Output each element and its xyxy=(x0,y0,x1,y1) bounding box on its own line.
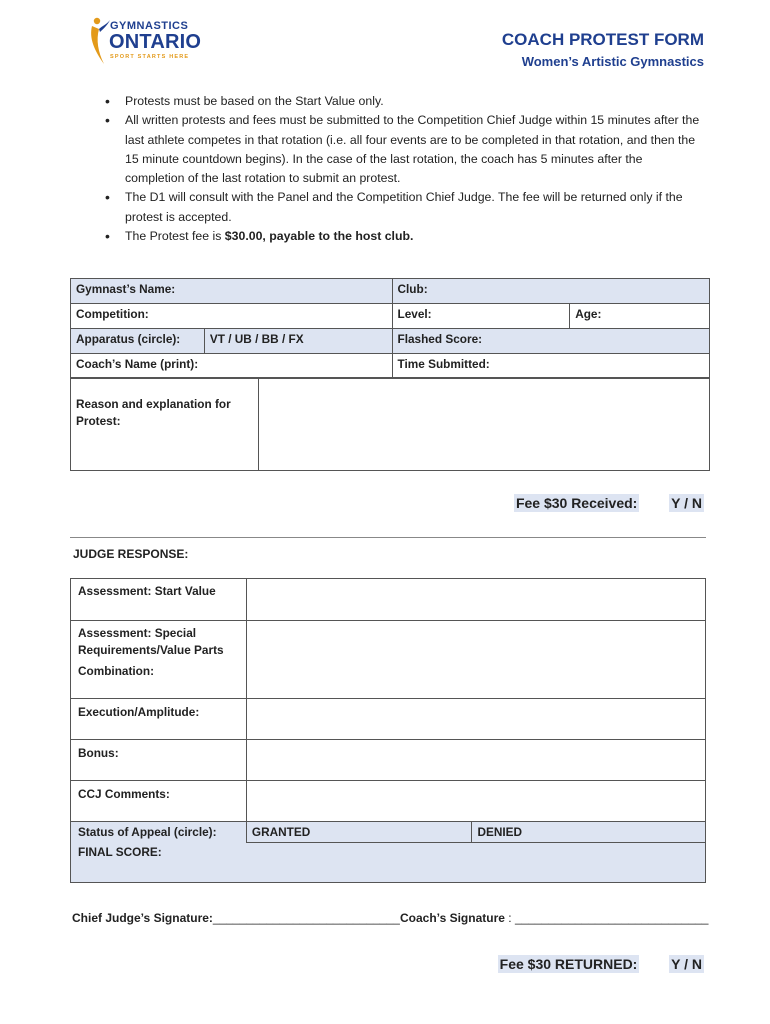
granted-option[interactable]: GRANTED xyxy=(246,822,472,843)
fee-returned-label: Fee $30 RETURNED: xyxy=(499,956,638,972)
coach-name-field[interactable] xyxy=(71,354,393,379)
gymnastics-ontario-logo xyxy=(88,16,208,72)
fee-rule-amount: $30.00, payable to the host club. xyxy=(224,229,414,244)
combination-label: Combination: xyxy=(78,664,155,678)
fee-received xyxy=(514,495,704,511)
logo-line-1: GYMNASTICS xyxy=(110,20,189,32)
status-label: Status of Appeal (circle): xyxy=(71,822,247,843)
fee-returned xyxy=(498,956,704,972)
reason-input[interactable] xyxy=(258,378,709,471)
fee-rule-prefix: The Protest fee is xyxy=(125,229,225,244)
final-score-label: FINAL SCORE: xyxy=(78,845,162,859)
ccj-comments-label: CCJ Comments: xyxy=(71,781,247,822)
gymnast-name-field[interactable] xyxy=(71,279,393,304)
reason-table xyxy=(70,377,710,471)
coach-signature-separator: : xyxy=(504,911,515,925)
fee-returned-choice[interactable]: Y / N xyxy=(671,956,702,972)
start-value-label: Assessment: Start Value xyxy=(71,579,247,621)
rule-item: • Protests must be based on the Start Value only. xyxy=(105,92,705,111)
denied-option[interactable]: DENIED xyxy=(472,822,706,843)
rule-item: • The D1 will consult with the Panel and the Competition Chief Judge. The fee will be returned only if the protest is accepted. xyxy=(105,188,705,227)
page-subtitle: Women’s Artistic Gymnastics xyxy=(521,54,704,69)
rules-list xyxy=(105,92,705,246)
fee-received-label: Fee $30 Received: xyxy=(515,495,638,511)
reason-label: Reason and explanation for Protest: xyxy=(71,378,259,471)
age-label: Age: xyxy=(575,307,602,321)
divider xyxy=(70,537,706,538)
logo-tagline: SPORT STARTS HERE xyxy=(110,54,190,60)
special-requirements-input[interactable] xyxy=(246,621,705,699)
chief-judge-signature[interactable] xyxy=(72,911,400,925)
special-requirements-cell xyxy=(71,621,247,699)
gymnast-name-label: Gymnast’s Name: xyxy=(76,282,176,296)
chief-judge-signature-line: ____________________________ xyxy=(212,911,400,925)
chief-judge-signature-label: Chief Judge’s Signature: xyxy=(72,911,213,925)
execution-label: Execution/Amplitude: xyxy=(71,699,247,740)
level-field[interactable] xyxy=(392,304,570,329)
coach-signature[interactable] xyxy=(400,911,708,925)
execution-input[interactable] xyxy=(246,699,705,740)
club-label: Club: xyxy=(397,282,428,296)
time-submitted-label: Time Submitted: xyxy=(397,357,490,371)
logo-line-2: ONTARIO xyxy=(109,31,202,53)
competition-field[interactable] xyxy=(71,304,393,329)
club-field[interactable] xyxy=(392,279,710,304)
start-value-input[interactable] xyxy=(246,579,705,621)
apparatus-options[interactable]: VT / UB / BB / FX xyxy=(204,329,392,354)
coach-signature-label: Coach’s Signature xyxy=(400,911,505,925)
rule-item-fee xyxy=(105,227,705,246)
judge-response-heading: JUDGE RESPONSE: xyxy=(73,547,189,561)
time-submitted-field[interactable] xyxy=(392,354,710,379)
bonus-label: Bonus: xyxy=(71,740,247,781)
coach-info-table xyxy=(70,278,710,379)
bonus-input[interactable] xyxy=(246,740,705,781)
coach-name-label: Coach’s Name (print): xyxy=(76,357,199,371)
level-label: Level: xyxy=(397,307,432,321)
apparatus-label: Apparatus (circle): xyxy=(71,329,205,354)
flashed-score-label: Flashed Score: xyxy=(397,332,483,346)
age-field[interactable] xyxy=(570,304,710,329)
special-requirements-label: Assessment: Special Requirements/Value Parts xyxy=(78,626,224,657)
final-score-field[interactable] xyxy=(71,843,706,883)
flashed-score-field[interactable] xyxy=(392,329,710,354)
fee-received-choice[interactable]: Y / N xyxy=(671,495,702,511)
rule-item: • All written protests and fees must be submitted to the Competition Chief Judge within 15 minutes after the last athlete competes in that rotation (i.e. all four events are to be completed in that rotation, and then the 15 minute countdown begins). In the case of the last rotation, the coach has 5 minutes after the completion of the last rotation to submit an protest. xyxy=(105,111,705,188)
ccj-comments-input[interactable] xyxy=(246,781,705,822)
coach-signature-line: _____________________________ xyxy=(514,911,709,925)
competition-label: Competition: xyxy=(76,307,149,321)
judge-response-table xyxy=(70,578,706,883)
page-title: COACH PROTEST FORM xyxy=(501,30,704,49)
